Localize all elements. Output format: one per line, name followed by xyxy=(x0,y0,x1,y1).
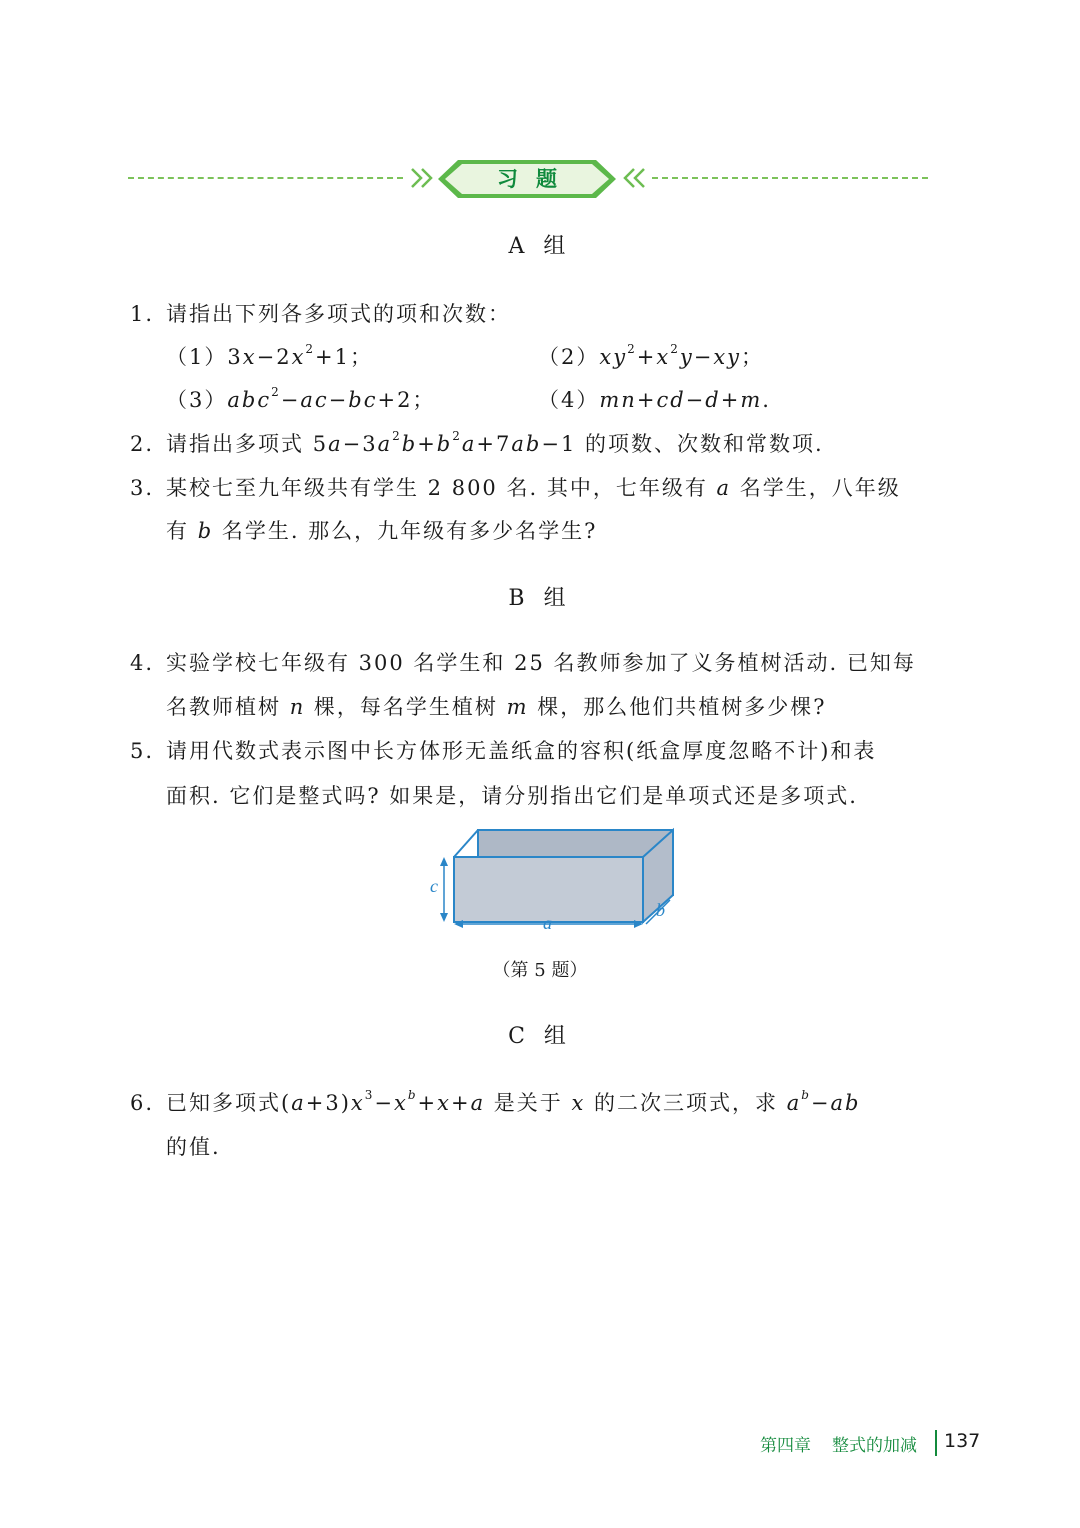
text-segment: 实验学校七年级有 300 名学生和 25 名教师参加了义务植树活动. 已知每 xyxy=(166,651,916,675)
open-box-figure xyxy=(430,820,690,940)
figure-caption: （第 5 题） xyxy=(492,960,588,981)
text-segment: 的值. xyxy=(166,1135,221,1159)
question-number: 1. xyxy=(130,302,155,326)
part-label: （1） xyxy=(166,345,228,369)
question-1-part-3 xyxy=(166,384,435,414)
dimension-label-b: b xyxy=(656,900,665,920)
text-segment: 的二次三项式，求 xyxy=(594,1091,779,1115)
text-segment: 某校七至九年级共有学生 2 800 名. 其中，七年级有 xyxy=(166,476,708,500)
question-number: 6. xyxy=(130,1091,155,1115)
part-label: （2） xyxy=(538,345,600,369)
expression: $3x-2x^2+1$； xyxy=(227,342,374,369)
question-number: 5. xyxy=(130,739,155,763)
expression: $xy^2+x^2y-xy$； xyxy=(599,342,765,369)
footer-chapter: 第四章 xyxy=(760,1436,811,1456)
dimension-arrowhead xyxy=(440,913,448,922)
question-text-start: 请指出多项式 xyxy=(166,432,304,456)
text-segment: 棵，那么他们共植树多少棵? xyxy=(537,695,827,719)
question-1-part-4 xyxy=(538,384,771,414)
variable: m xyxy=(506,695,529,719)
header-dashed-line-right xyxy=(652,177,928,179)
part-label: （3） xyxy=(166,388,228,412)
text-segment: 名学生. 那么，九年级有多少名学生? xyxy=(221,519,598,543)
expression: $5a-3a^2b+b^2a+7ab-1$ xyxy=(312,429,577,456)
question-number: 4. xyxy=(130,651,155,675)
variable: x xyxy=(571,1091,586,1115)
question-6-line-2 xyxy=(166,1131,221,1161)
dimension-label-a: a xyxy=(543,913,552,933)
text-segment: 已知多项式 xyxy=(166,1091,281,1115)
question-5-line-2 xyxy=(166,780,858,810)
footer-chapter-title: 整式的加减 xyxy=(832,1436,917,1456)
text-segment: 名教师植树 xyxy=(166,695,281,719)
group-b-heading: B 组 xyxy=(508,586,572,611)
variable: b xyxy=(197,519,214,543)
question-text: 请指出下列各多项式的项和次数： xyxy=(166,302,511,326)
question-3-line-2 xyxy=(166,515,597,545)
dimension-arrowhead xyxy=(440,857,448,866)
footer-divider xyxy=(935,1430,937,1456)
question-1-part-2 xyxy=(538,341,764,371)
text-segment: 面积. 它们是整式吗? 如果是，请分别指出它们是单项式还是多项式. xyxy=(166,784,858,808)
group-c-heading: C 组 xyxy=(508,1024,572,1049)
text-segment: 名学生，八年级 xyxy=(739,476,901,500)
question-number: 3. xyxy=(130,476,155,500)
page-number: 137 xyxy=(944,1430,981,1452)
question-6-line-1 xyxy=(130,1087,861,1117)
question-2 xyxy=(130,428,824,458)
variable: n xyxy=(289,695,306,719)
text-segment: 请用代数式表示图中长方体形无盖纸盒的容积(纸盒厚度忽略不计)和表 xyxy=(166,739,877,763)
text-segment: 是关于 xyxy=(493,1091,563,1115)
header-dashed-line-left xyxy=(128,177,403,179)
expression: abc$^2$−ac−bc+2； xyxy=(227,385,436,412)
expression: $(a+3)x^3-x^b+x+a$ xyxy=(281,1088,486,1115)
question-1-part-1 xyxy=(166,341,373,371)
group-a-heading: A 组 xyxy=(508,234,572,259)
question-5-line-1 xyxy=(130,735,876,765)
question-number: 2. xyxy=(130,432,155,456)
page-title: 习题 xyxy=(497,167,575,191)
expression: $a^b-ab$ xyxy=(786,1088,861,1115)
text-segment: 有 xyxy=(166,519,189,543)
text-segment: 棵，每名学生植树 xyxy=(313,695,498,719)
variable: a xyxy=(716,476,732,500)
exercise-banner xyxy=(410,157,644,201)
dimension-label-c: c xyxy=(430,876,438,896)
question-3-line-1 xyxy=(130,472,901,502)
question-4-line-1 xyxy=(130,647,916,677)
question-1 xyxy=(130,298,511,328)
question-text-end: 的项数、次数和常数项. xyxy=(585,432,824,456)
question-4-line-2 xyxy=(166,691,826,721)
expression: mn+cd−d+m. xyxy=(599,388,771,412)
part-label: （4） xyxy=(538,388,600,412)
